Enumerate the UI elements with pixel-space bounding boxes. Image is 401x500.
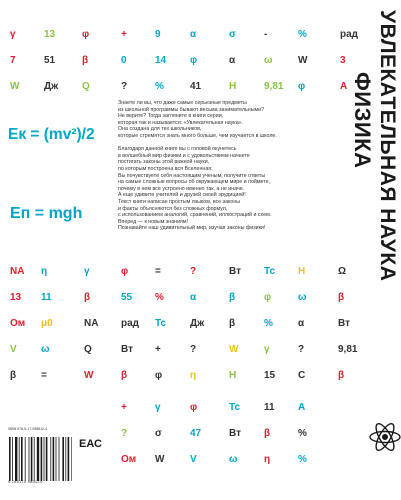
physics-symbol: ? bbox=[121, 428, 128, 439]
physics-symbol: η bbox=[264, 454, 271, 465]
physics-symbol: α bbox=[190, 292, 197, 303]
physics-symbol: W bbox=[155, 454, 165, 465]
physics-symbol: 51 bbox=[44, 55, 56, 66]
physics-symbol: + bbox=[121, 29, 127, 40]
physics-symbol: = bbox=[41, 370, 47, 381]
physics-symbol: α bbox=[190, 29, 197, 40]
physics-symbol: 3 bbox=[340, 55, 346, 66]
physics-symbol: 9 bbox=[155, 29, 161, 40]
physics-symbol: A bbox=[298, 402, 306, 413]
physics-symbol: % bbox=[155, 292, 164, 303]
physics-symbol: Вт bbox=[121, 344, 133, 355]
physics-symbol: 13 bbox=[10, 292, 22, 303]
physics-symbol: β bbox=[121, 370, 128, 381]
physics-symbol: 13 bbox=[44, 29, 56, 40]
physics-symbol: Вт bbox=[338, 318, 350, 329]
physics-symbol: β bbox=[229, 292, 236, 303]
physics-symbol: Дж bbox=[44, 81, 59, 92]
physics-symbol: 55 bbox=[121, 292, 133, 303]
physics-symbol: % bbox=[298, 29, 307, 40]
physics-symbol: % bbox=[155, 81, 164, 92]
physics-symbol: H bbox=[298, 266, 306, 277]
physics-symbol: β bbox=[84, 292, 91, 303]
physics-symbol: α bbox=[229, 55, 236, 66]
physics-symbol: φ bbox=[190, 402, 198, 413]
physics-symbol: Q bbox=[82, 81, 90, 92]
physics-symbol: Тс bbox=[229, 402, 241, 413]
physics-symbol: γ bbox=[155, 402, 161, 413]
physics-symbol: ? bbox=[298, 344, 305, 355]
physics-symbol: H bbox=[229, 370, 237, 381]
physics-symbol: NA bbox=[10, 266, 25, 277]
physics-symbol: η bbox=[190, 370, 197, 381]
physics-symbol: W bbox=[298, 55, 308, 66]
physics-symbol: - bbox=[264, 29, 268, 40]
barcode-icon bbox=[8, 432, 72, 486]
barcode-digits: 9 785170 988124 bbox=[8, 479, 43, 484]
physics-symbol: ω bbox=[264, 55, 273, 66]
physics-symbol: γ bbox=[84, 266, 90, 277]
physics-symbol: NA bbox=[84, 318, 99, 329]
physics-symbol: + bbox=[121, 402, 127, 413]
physics-symbol: 41 bbox=[190, 81, 202, 92]
physics-symbol: % bbox=[298, 428, 307, 439]
physics-symbol: γ bbox=[10, 29, 16, 40]
physics-symbol: Тс bbox=[155, 318, 167, 329]
physics-symbol: 15 bbox=[264, 370, 276, 381]
atom-icon bbox=[368, 420, 401, 454]
physics-symbol: γ bbox=[264, 344, 270, 355]
description-paragraph-1: Знаете ли вы, что даже самые серьезные предметы из школьной программы бывают весьма занимательными? Не верите? Тогда загляните в книги серии, которая так и называется: «Увлекательная наука». Она создана для тех школьников, которые стремятся знать много больше, чем изучается в школе. bbox=[118, 100, 277, 139]
physics-symbol: Вт bbox=[229, 428, 241, 439]
isbn-text: ISBN 978-5-17-098812-4 bbox=[8, 427, 48, 431]
physics-symbol: φ bbox=[82, 29, 90, 40]
physics-symbol: Q bbox=[84, 344, 92, 355]
book-description bbox=[118, 100, 368, 238]
physics-symbol: рад bbox=[121, 318, 140, 329]
physics-symbol: % bbox=[298, 454, 307, 465]
eac-certification-mark: ЕАС bbox=[79, 438, 102, 450]
physics-symbol: Ом bbox=[121, 454, 137, 465]
physics-symbol: Ом bbox=[10, 318, 26, 329]
physics-symbol: β bbox=[82, 55, 89, 66]
physics-symbol: = bbox=[155, 266, 161, 277]
physics-symbol: φ bbox=[121, 266, 129, 277]
physics-symbol: Дж bbox=[190, 318, 205, 329]
physics-symbol: A bbox=[340, 81, 348, 92]
physics-symbol: Тс bbox=[264, 266, 276, 277]
physics-symbol: V bbox=[10, 344, 17, 355]
physics-symbol: V bbox=[190, 454, 197, 465]
physics-symbol: μ0 bbox=[41, 318, 53, 329]
potential-energy-formula: Eп = mgh bbox=[10, 205, 83, 222]
physics-symbol: ω bbox=[298, 292, 307, 303]
physics-symbol: η bbox=[41, 266, 48, 277]
physics-symbol: φ bbox=[264, 292, 272, 303]
physics-symbol: φ bbox=[155, 370, 163, 381]
kinetic-energy-formula: Eк = (mv²)/2 bbox=[8, 126, 95, 143]
series-title: УВЛЕКАТЕЛЬНАЯ НАУКА bbox=[376, 10, 399, 282]
physics-symbol: α bbox=[298, 318, 305, 329]
physics-symbol: 9,81 bbox=[264, 81, 284, 92]
physics-symbol: H bbox=[229, 81, 237, 92]
physics-symbol: 14 bbox=[155, 55, 167, 66]
physics-symbol: σ bbox=[229, 29, 236, 40]
physics-symbol: β bbox=[338, 370, 345, 381]
physics-symbol: β bbox=[10, 370, 17, 381]
description-paragraph-2: Благодаря данной книге вы с головой окунетесь в волшебный мир физики и с удовольствием начнете постигать законы этой важной науки, по которым построена вся Вселенная. Вы почувствуете себя настоящим ученым, получите ответы на самые сложные вопросы об окружающем мире и поймете, почему в нем все устроено именно так, а не иначе. А еще удивите учителей и друзей своей эрудицией! Текст книги написан простым языком, все законы и факты объясняются без сложных формул, с использованием аналогий, сравнений, иллюстраций и схем. Вперед — к новым знаниям! Познавайте наш удивительный мир, изучая законы физики! bbox=[118, 146, 272, 232]
physics-symbol: 11 bbox=[41, 292, 52, 303]
physics-symbol: W bbox=[10, 81, 20, 92]
physics-symbol: β bbox=[264, 428, 271, 439]
physics-symbol: 47 bbox=[190, 428, 202, 439]
physics-symbol: ω bbox=[229, 454, 238, 465]
physics-symbol: Ω bbox=[338, 266, 347, 277]
physics-symbol: β bbox=[338, 292, 345, 303]
physics-symbol: φ bbox=[190, 55, 198, 66]
physics-symbol: % bbox=[264, 318, 273, 329]
physics-symbol: рад bbox=[340, 29, 359, 40]
physics-symbol: 7 bbox=[10, 55, 16, 66]
physics-symbol: 11 bbox=[264, 402, 275, 413]
physics-symbol: φ bbox=[298, 81, 306, 92]
physics-symbol: 9,81 bbox=[338, 344, 358, 355]
physics-symbol: σ bbox=[155, 428, 162, 439]
physics-symbol: ? bbox=[190, 344, 197, 355]
physics-symbol: W bbox=[229, 344, 239, 355]
physics-symbol: ? bbox=[190, 266, 197, 277]
physics-symbol: 0 bbox=[121, 55, 127, 66]
physics-symbol: β bbox=[229, 318, 236, 329]
physics-symbol: Вт bbox=[229, 266, 241, 277]
spine-title bbox=[350, 10, 399, 490]
physics-symbol: ω bbox=[41, 344, 50, 355]
physics-symbol: C bbox=[298, 370, 306, 381]
physics-symbol: + bbox=[155, 344, 161, 355]
physics-symbol: W bbox=[84, 370, 94, 381]
physics-symbol: ? bbox=[121, 81, 128, 92]
subject-title: ФИЗИКА bbox=[350, 72, 375, 169]
